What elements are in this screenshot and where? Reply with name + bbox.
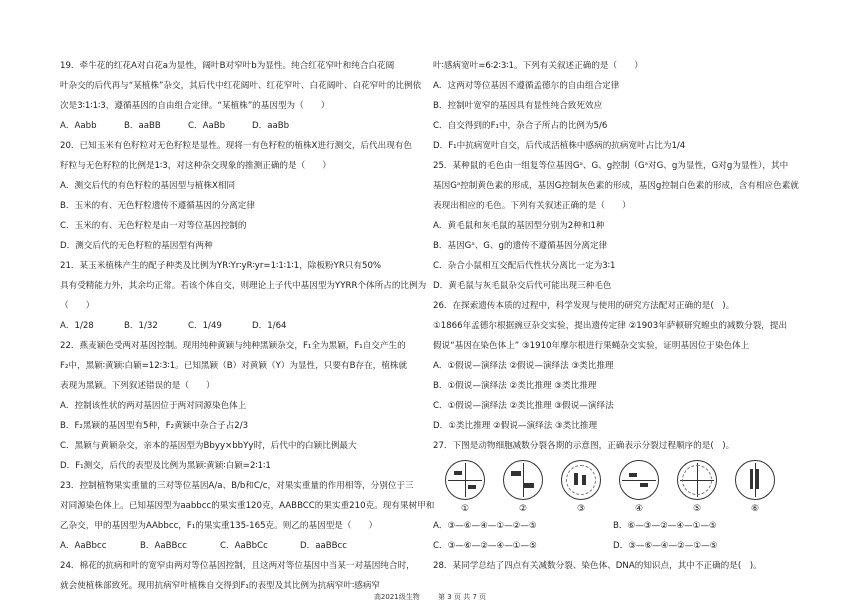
- q26-option-c: C．①假说—演绎法 ②类比推理 ③假说—演绎法: [433, 401, 614, 411]
- q21-line-3: （ ）: [60, 301, 95, 311]
- q19-option-a: A．Aabb: [60, 121, 97, 131]
- left-column: [60, 60, 446, 600]
- q27-option-c: C．③—⑥—②—④—①—⑤: [433, 541, 537, 551]
- meiosis-figure: [433, 460, 813, 518]
- q22-option-b: B．F₂黑颖的基因型有5种，F₂黄颖中杂合子占2/3: [60, 421, 249, 431]
- q22-option-c: C．黑颖与黄颖杂交，亲本的基因型为Bbyy×bbYy时，后代中的白颖比例最大: [60, 441, 357, 451]
- cell-diagram-4: [619, 460, 659, 500]
- q25-option-c: C．杂合小鼠相互交配后代性状分离比一定为3∶1: [433, 261, 616, 271]
- q24-option-b: B．控制叶宽窄的基因具有显性纯合致死效应: [433, 101, 603, 111]
- q27-option-a: A．③—⑥—④—①—②—⑤: [433, 521, 537, 531]
- q28-stem: 28．某同学总结了四点有关减数分裂、染色体、DNA的知识点，其中不正确的是( )。: [433, 561, 762, 571]
- q25-line-2: 基因Gᵃ控制黄色素的形成，基因G控制灰色素的形成，基因g控制白色素的形成，含有相应色素就: [433, 181, 799, 191]
- cell-label-3: ③: [576, 504, 586, 514]
- q19-option-c: C．AaBb: [188, 121, 226, 131]
- q25-line-3: 表现出相应的毛色。下列有关叙述正确的是（ ）: [433, 201, 631, 211]
- q22-line-2: F₂中，黑颖∶黄颖∶白颖=12∶3∶1。已知黑颖（B）对黄颖（Y）为显性，只要有B存在，植株就: [60, 361, 408, 371]
- q26-line-2: ①1866年孟德尔根据豌豆杂交实验，提出遗传定律 ②1903年萨顿研究蝗虫的减数分裂，提出: [433, 321, 788, 331]
- q20-option-c: C．玉米的有、无色籽粒是由一对等位基因控制的: [60, 221, 247, 231]
- q21-line-2: 具有受精能力外，其余均正常。若该个体自交，则理论上子代中基因型为YYRR个体所占的比例为: [60, 281, 427, 291]
- q24-option-c: C．自交得到的F₁中，杂合子所占的比例为5/6: [433, 121, 608, 131]
- q27-stem: 27．下图是动物细胞减数分裂各期的示意图，正确表示分裂过程顺序的是( )。: [433, 441, 735, 451]
- q19-line-3: 次是3∶1∶1∶3，遵循基因的自由组合定律。“某植株”的基因型为（ ）: [60, 101, 330, 111]
- q25-option-d: D．黄毛鼠与灰毛鼠杂交后代可能出现三种毛色: [433, 281, 612, 291]
- right-column: [433, 60, 813, 580]
- q26-line-1: 26．在探索遗传本质的过程中，科学发现与使用的研究方法配对正确的是( )。: [433, 301, 735, 311]
- cell-diagram-2: [503, 460, 543, 500]
- q19-line-2: 叶杂交的后代再与“某植株”杂交，其后代中红花阔叶、红花窄叶、白花阔叶、白花窄叶的比例依: [60, 81, 422, 91]
- q27-option-d: D．③—⑥—④—②—①—⑤: [613, 541, 718, 551]
- cell-label-1: ①: [460, 504, 470, 514]
- q23-options: [60, 540, 446, 552]
- q26-option-b: B．①假说—演绎法 ②类比推理 ③类比推理: [433, 381, 597, 391]
- q21-option-a: A．1/28: [60, 321, 94, 331]
- footer-page-number: 第 3 页 共 7 页: [438, 593, 487, 601]
- q23-option-d: D．aaBBcc: [300, 541, 347, 551]
- q19-line-1: 19．牵牛花的红花A对白花a为显性，阔叶B对窄叶b为显性。纯合红花窄叶和纯合白花阔: [60, 61, 395, 71]
- q21-option-b: B．1/32: [124, 321, 158, 331]
- q20-option-a: A．测交后代的有色籽粒的基因型与植株X相同: [60, 181, 236, 191]
- q25-line-1: 25．某种鼠的毛色由一组复等位基因Gᵃ、G、g控制（Gᵃ对G、g为显性，G对g为显性），其中: [433, 161, 789, 171]
- q24-line-2: 就会使植株部致死。现用抗病窄叶植株自交得到F₁的表型及其比例为抗病窄叶∶感病窄: [60, 581, 381, 591]
- q27-options-row-2: [433, 540, 813, 552]
- cell-label-5: ⑤: [692, 504, 702, 514]
- q24-line-1: 24．棉花的抗病和叶的宽窄由两对等位基因控制，且这两对等位基因中当某一对基因纯合时，: [60, 561, 415, 571]
- q27-option-b: B．⑥—③—②—④—①—⑤: [613, 521, 717, 531]
- q23-option-a: A．AaBbcc: [60, 541, 107, 551]
- footer-course: 高2021级生物: [373, 593, 420, 601]
- q22-option-a: A．控制该性状的两对基因位于两对同源染色体上: [60, 401, 247, 411]
- q22-line-3: 表现为黑颖。下列叙述错误的是（ ）: [60, 381, 215, 391]
- q22-line-1: 22．燕麦颖色受两对基因控制。现用纯种黄颖与纯种黑颖杂交，F₁全为黑颖，F₁自交产生的: [60, 341, 406, 351]
- q23-line-3: 乙杂交，甲的基因型为AAbbcc，F₁的果实重135-165克。则乙的基因型是（ ）: [60, 521, 378, 531]
- q19-option-b: B．aaBB: [124, 121, 161, 131]
- cell-diagram-1: [445, 460, 485, 500]
- q23-line-2: 对同源染色体上。已知基因型为aabbcc的果实重120克，AABBCC的果实重210克。现有果树甲和: [60, 501, 435, 511]
- q26-option-d: D．①类比推理 ②假说—演绎法 ③类比推理: [433, 421, 598, 431]
- q26-option-a: A．①假说—演绎法 ②假说—演绎法 ③类比推理: [433, 361, 614, 371]
- cell-diagram-6: [735, 460, 775, 500]
- q21-options: [60, 320, 446, 332]
- q20-option-d: D．测交后代的无色籽粒的基因型有两种: [60, 241, 213, 251]
- q20-option-b: B．玉米的有、无色籽粒遗传不遵循基因的分离定律: [60, 201, 255, 211]
- cell-label-2: ②: [518, 504, 528, 514]
- cell-diagram-5: [677, 460, 717, 500]
- q26-line-3: 假说“基因在染色体上” ③1910年摩尔根进行果蝇杂交实验，证明基因位于染色体上: [433, 341, 750, 351]
- q24-option-a: A．这两对等位基因不遵循孟德尔的自由组合定律: [433, 81, 620, 91]
- q27-options-row-1: [433, 520, 813, 532]
- cell-diagram-3: [561, 460, 601, 500]
- q21-option-d: D．1/64: [252, 321, 287, 331]
- cell-label-4: ④: [634, 504, 644, 514]
- q21-option-c: C．1/49: [188, 321, 222, 331]
- q23-option-c: C．AaBbCc: [220, 541, 268, 551]
- q25-option-b: B．基因Gᵃ、G、g的遗传不遵循基因分离定律: [433, 241, 608, 251]
- q23-option-b: B．AaBBcc: [140, 541, 187, 551]
- page-footer: [0, 592, 860, 602]
- q23-line-1: 23．控制植物果实重量的三对等位基因A/a、B/b和C/c，对果实重量的作用相等，分别位于三: [60, 481, 414, 491]
- q22-option-d: D．F₁测交，后代的表型及比例为黑颖∶黄颖∶白颖=2∶1∶1: [60, 461, 271, 471]
- q25-option-a: A．黄毛鼠和灰毛鼠的基因型分别为2种和1种: [433, 221, 605, 231]
- q19-option-d: D．aaBb: [252, 121, 290, 131]
- cell-label-6: ⑥: [750, 504, 760, 514]
- q20-line-2: 籽粒与无色籽粒的比例是1∶3，对这种杂交现象的推测正确的是（ ）: [60, 161, 331, 171]
- q21-line-1: 21．某玉米植株产生的配子种类及比例为YR∶Yr∶yR∶yr=1∶1∶1∶1，除板粉YR只有50%: [60, 261, 382, 271]
- q19-options: [60, 120, 446, 132]
- q24-line-3: 叶∶感病宽叶=6∶2∶3∶1。下列有关叙述正确的是（ ）: [433, 61, 643, 71]
- q24-option-d: D．F₁中抗病宽叶自交，后代成活植株中感病的抗病宽叶占比为1/4: [433, 141, 686, 151]
- q20-line-1: 20．已知玉米有色籽粒对无色籽粒是显性。现将一有色籽粒的植株X进行测交，后代出现有色: [60, 141, 412, 151]
